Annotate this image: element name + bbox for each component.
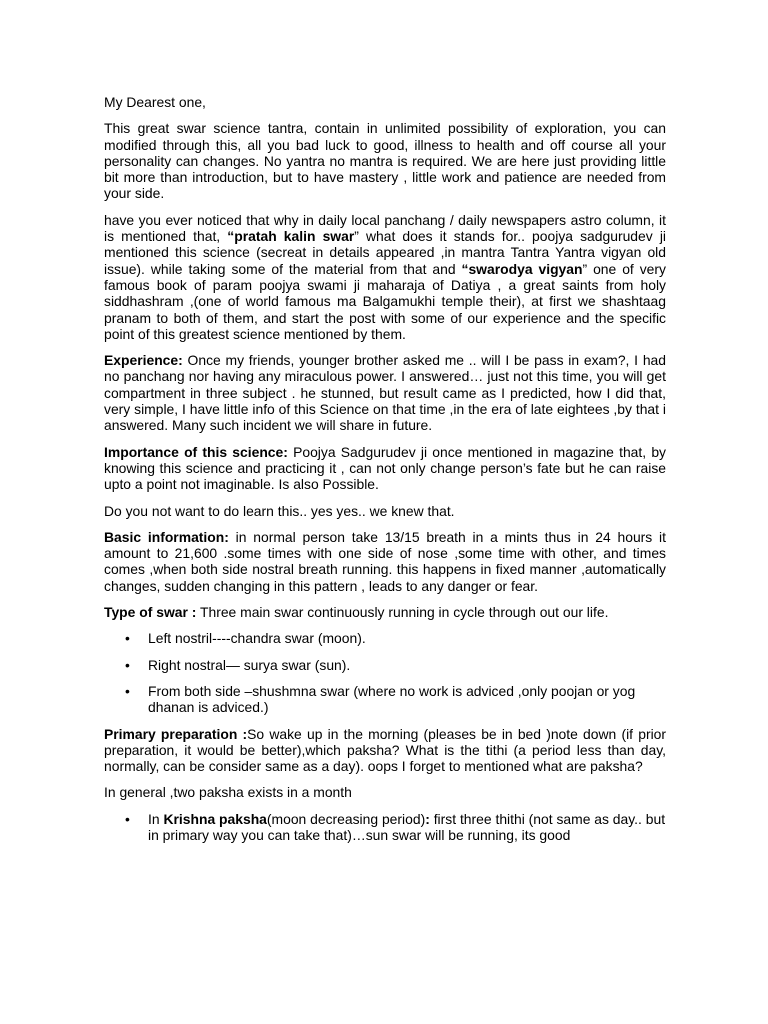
panchang-paragraph (104, 212, 666, 342)
importance-label: Importance of this science: (104, 443, 288, 460)
list-item-text: From both side –shushmna swar (where no work is adviced ,only poojan or yog dhanan is adviced.) (148, 682, 636, 716)
list-item (125, 810, 666, 844)
type-of-swar-label: Type of swar : (104, 604, 197, 621)
paksha-text-2: (moon decreasing period) (266, 810, 426, 827)
experience-paragraph (104, 352, 666, 433)
type-of-swar-text: Three main swar continuously running in cycle through out our life. (196, 604, 609, 621)
primary-preparation-paragraph (104, 726, 666, 775)
type-of-swar-paragraph (104, 604, 666, 620)
basic-information-text: in normal person take 13/15 breath in a mints thus in 24 hours it amount to 21,600 .some times with one side of nose ,some time with other, and times comes ,when both side nostral breath running. this happens in fixed manner ,automatically changes, sudden changing in this pattern , leads to any danger or fear. (104, 528, 666, 594)
panchang-text-3: ” one of very famous book of param poojya swami ji maharaja of Datiya , a great saints from holy siddhashram ,(one of world famous ma Balgamukhi temple their), at first we shashtaag pranam to both of them, and start the post with some of our experience and the specific point of this greatest science mentioned by them. (104, 260, 666, 342)
basic-information-label: Basic information: (104, 528, 229, 545)
primary-preparation-text: So wake up in the morning (pleases be in bed )note down (if prior preparation, it would be better),which paksha? What is the tithi (a period less than day, normally, can be consider same as a day). oops I forget to mentioned what are paksha? (104, 725, 667, 775)
general-paragraph: In general ,two paksha exists in a month (104, 784, 352, 801)
paksha-colon: : (425, 810, 430, 827)
bullet-icon: • (125, 630, 130, 647)
list-item (125, 630, 666, 647)
list-item-text: Right nostral— surya swar (sun). (148, 656, 351, 673)
swarodya-vigyan-term: “swarodya vigyan (461, 260, 583, 277)
paksha-text-3: first three thithi (not same as day.. but in primary way you can take that)…sun swar will be running, its good (148, 810, 666, 843)
experience-text: Once my friends, younger brother asked me .. will I be pass in exam?, I had no panchang nor having any miraculous power. I answered… just not this time, you will get compartment in three subject . he stunned, but result came as I predicted, how I did that, very simple, I have little info of this Science on that time ,in the era of late eightees ,by that i answered. Many such incident we will share in future. (104, 352, 666, 434)
importance-paragraph (104, 444, 666, 493)
experience-label: Experience: (104, 352, 183, 369)
swar-types-list (104, 630, 666, 715)
list-item-text: Left nostril----chandra swar (moon). (148, 630, 366, 647)
primary-preparation-label: Primary preparation : (104, 725, 248, 742)
krishna-paksha-term: Krishna paksha (163, 810, 267, 827)
intro-paragraph: This great swar science tantra, contain in unlimited possibility of exploration, you can modified through this, all you bad luck to good, illness to health and off course all your personality can changes. No yantra no mantra is required. We are here just providing little bit more than introduction, but to have mastery , little work and patience are needed from your side. (104, 120, 666, 202)
question-paragraph: Do you not want to do learn this.. yes yes.. we knew that. (104, 502, 455, 519)
importance-text: Poojya Sadgurudev ji once mentioned in magazine that, by knowing this science and practicing it , can not only change person’s fate but he can raise upto a point not imaginable. Is also Possible. (104, 443, 666, 493)
panchang-text-2: ” what does it stands for.. poojya sadgurudev ji mentioned this science (secreat in details appeared ,in mantra Tantra Yantra vigyan old issue). while taking some of the material from that and (104, 228, 666, 277)
list-item (125, 656, 666, 673)
basic-information-paragraph (104, 529, 666, 594)
pratah-kalin-swar-term: “pratah kalin swar (227, 228, 355, 245)
salutation: My Dearest one, (104, 94, 206, 110)
bullet-icon: • (125, 682, 130, 699)
panchang-text-1: have you ever noticed that why in daily local panchang / daily newspapers astro column, it is mentioned that, (104, 211, 666, 245)
paksha-list (104, 811, 666, 844)
paksha-text-1: In (148, 810, 164, 827)
list-item (125, 682, 666, 716)
bullet-icon: • (125, 656, 130, 673)
bullet-icon: • (125, 810, 130, 827)
